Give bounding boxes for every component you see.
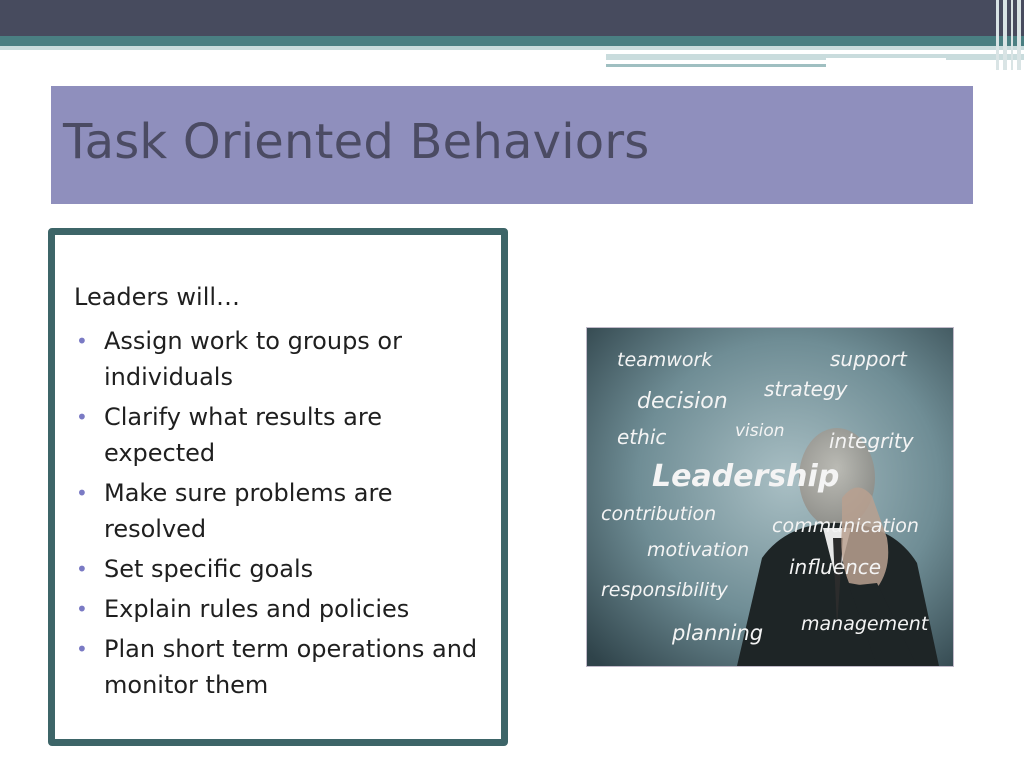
header-vertical-stripes [994, 0, 1024, 70]
bullet-icon: • [76, 481, 88, 505]
header-band-teal [0, 36, 1024, 46]
bullet-text: Make sure problems are resolved [104, 479, 393, 543]
title-bar [51, 86, 973, 204]
word-strategy: strategy [764, 377, 848, 401]
leadership-photo-svg [587, 328, 953, 666]
word-integrity: integrity [829, 429, 914, 453]
header-line-3 [826, 58, 946, 60]
bullet-icon: • [76, 557, 88, 581]
list-item [74, 631, 489, 703]
header-line-2 [606, 64, 826, 67]
word-responsibility: responsibility [601, 579, 728, 601]
bullet-icon: • [76, 637, 88, 661]
word-communication: communication [772, 515, 919, 537]
list-item [74, 591, 489, 627]
bullet-icon: • [76, 329, 88, 353]
bullet-list [74, 323, 489, 707]
slide-title: Task Oriented Behaviors [63, 114, 650, 170]
word-vision: vision [735, 421, 785, 441]
bullet-text: Plan short term operations and monitor them [104, 635, 478, 699]
header-band-light [0, 46, 1024, 50]
bullet-text: Clarify what results are expected [104, 403, 382, 467]
content-box [48, 228, 508, 746]
bullet-text: Assign work to groups or individuals [104, 327, 402, 391]
list-item [74, 475, 489, 547]
leadership-photo [586, 327, 954, 667]
header-band-dark [0, 0, 1024, 36]
word-planning: planning [672, 621, 764, 645]
word-teamwork: teamwork [617, 349, 713, 371]
word-leadership: Leadership [652, 459, 840, 494]
header-line-1 [606, 54, 1024, 60]
word-decision: decision [637, 389, 728, 414]
bullet-text: Explain rules and policies [104, 595, 410, 623]
bullet-icon: • [76, 597, 88, 621]
intro-text: Leaders will… [74, 283, 241, 311]
bullet-text: Set specific goals [104, 555, 314, 583]
word-support: support [830, 347, 907, 371]
word-contribution: contribution [601, 503, 717, 525]
bullet-icon: • [76, 405, 88, 429]
word-ethic: ethic [617, 425, 667, 449]
word-influence: influence [789, 555, 882, 579]
list-item [74, 399, 489, 471]
list-item [74, 551, 489, 587]
word-motivation: motivation [647, 539, 750, 561]
list-item [74, 323, 489, 395]
word-management: management [801, 613, 929, 635]
